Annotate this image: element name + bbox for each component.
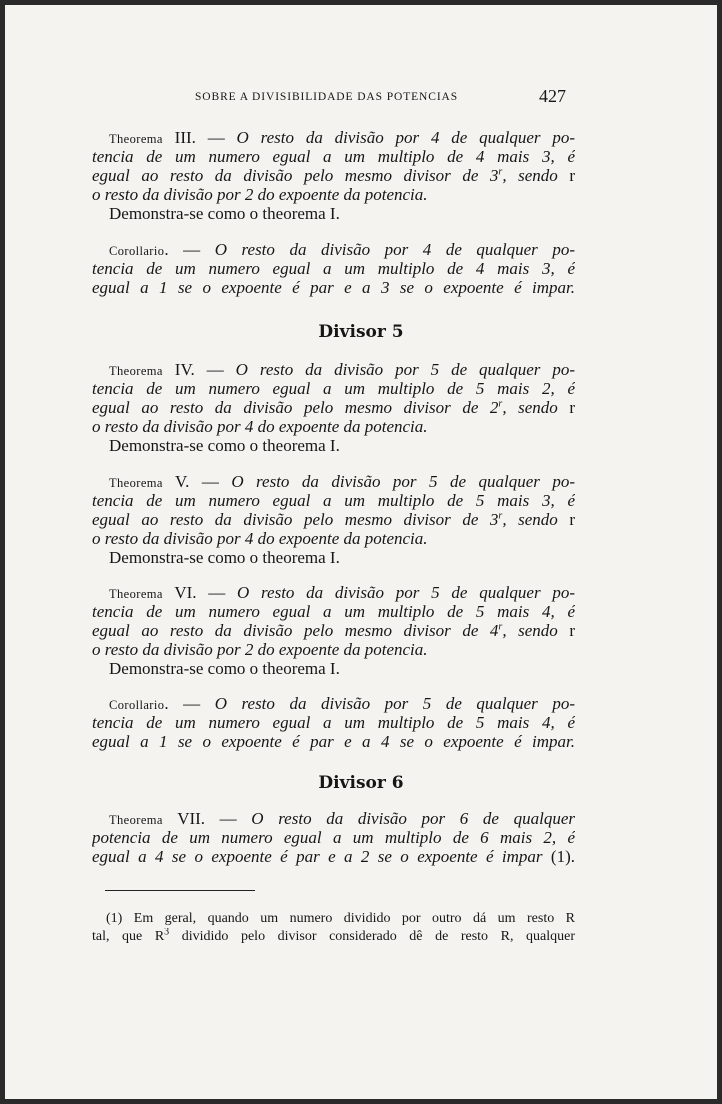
theorem-text: , bbox=[502, 621, 519, 640]
theorem-text: O resto da divisão por 5 de qualquer po- bbox=[235, 360, 575, 379]
theorem-text: egual ao resto da divisão pelo mesmo divisor de 4 bbox=[92, 621, 499, 640]
corollary-1 bbox=[92, 240, 575, 297]
corollary-1-line-1 bbox=[92, 240, 575, 259]
footnote-line-2 bbox=[92, 928, 575, 946]
theorem-6 bbox=[92, 583, 575, 678]
theorem-5-line-3 bbox=[92, 510, 575, 529]
section-heading-divisor-5: Divisor 5 bbox=[318, 322, 404, 342]
corollary-1-line-3: egual a 1 se o expoente é par e a 3 se o expoente é impar. bbox=[92, 278, 575, 297]
footnote-text: tal, que R bbox=[92, 929, 165, 944]
footnote-text: (1) Em geral, quando um numero dividido por outro dá um resto R bbox=[106, 911, 575, 926]
theorem-5-proof bbox=[92, 548, 575, 567]
theorem-number: VII. — bbox=[162, 809, 252, 828]
superscript: r bbox=[498, 398, 503, 410]
theorem-6-line-1 bbox=[92, 583, 575, 602]
footnote-rule bbox=[105, 890, 255, 891]
theorem-text: sendo bbox=[518, 510, 558, 529]
theorem-7-line-3 bbox=[92, 847, 575, 866]
theorem-text: , bbox=[502, 398, 519, 417]
theorem-text: O resto da divisão por 4 de qualquer po- bbox=[236, 128, 575, 147]
theorem-label: Theorema bbox=[109, 364, 163, 378]
theorem-text: r bbox=[557, 166, 575, 185]
theorem-text: sendo bbox=[518, 621, 558, 640]
corollary-2-line-2: tencia de um numero egual a um multiplo de 5 mais 4, é bbox=[92, 713, 575, 732]
theorem-4-line-1 bbox=[92, 360, 575, 379]
proof-text: Demonstra-se como o theorema I. bbox=[109, 204, 340, 223]
theorem-5-line-1 bbox=[92, 472, 575, 491]
page-number: 427 bbox=[539, 86, 566, 106]
theorem-5-line-2: tencia de um numero egual a um multiplo de 5 mais 3, é bbox=[92, 491, 575, 510]
corollary-label: Corollario bbox=[109, 698, 165, 712]
theorem-7-line-2: potencia de um numero egual a um multiplo de 6 mais 2, é bbox=[92, 828, 575, 847]
theorem-text: r bbox=[557, 398, 575, 417]
running-head: SOBRE A DIVISIBILIDADE DAS POTENCIAS bbox=[195, 91, 459, 103]
theorem-text: egual ao resto da divisão pelo mesmo divisor de 3 bbox=[92, 510, 499, 529]
corollary-2-line-1 bbox=[92, 694, 575, 713]
theorem-text: r bbox=[557, 621, 575, 640]
section-heading-divisor-6: Divisor 6 bbox=[318, 773, 404, 793]
theorem-3-proof bbox=[92, 204, 575, 223]
theorem-6-line-3 bbox=[92, 621, 575, 640]
book-page bbox=[5, 5, 717, 1099]
theorem-text: , bbox=[502, 166, 519, 185]
corollary-dash: . — bbox=[164, 240, 215, 259]
theorem-7 bbox=[92, 809, 575, 866]
theorem-number: VI. — bbox=[162, 583, 238, 602]
theorem-text: egual a 4 se o expoente é par e a 2 se o expoente é impar bbox=[92, 847, 543, 866]
theorem-text: egual ao resto da divisão pelo mesmo divisor de 2 bbox=[92, 398, 499, 417]
corollary-2 bbox=[92, 694, 575, 751]
theorem-text: O resto da divisão por 5 de qualquer po- bbox=[237, 583, 575, 602]
theorem-text: sendo bbox=[518, 398, 558, 417]
proof-text: Demonstra-se como o theorema I. bbox=[109, 436, 340, 455]
theorem-6-proof bbox=[92, 659, 575, 678]
superscript: r bbox=[498, 621, 503, 633]
theorem-5 bbox=[92, 472, 575, 567]
proof-text: Demonstra-se como o theorema I. bbox=[109, 659, 340, 678]
theorem-4 bbox=[92, 360, 575, 455]
theorem-text: r bbox=[557, 510, 575, 529]
footnote bbox=[92, 910, 575, 946]
superscript: r bbox=[498, 510, 503, 522]
superscript: r bbox=[498, 166, 503, 178]
theorem-3-line-2: tencia de um numero egual a um multiplo de 4 mais 3, é bbox=[92, 147, 575, 166]
theorem-7-line-1 bbox=[92, 809, 575, 828]
superscript: 3 bbox=[164, 928, 170, 938]
theorem-number: III. — bbox=[162, 128, 237, 147]
corollary-text: O resto da divisão por 4 de qualquer po- bbox=[214, 240, 575, 259]
theorem-text: O resto da divisão por 6 de qualquer bbox=[251, 809, 575, 828]
theorem-4-line-2: tencia de um numero egual a um multiplo de 5 mais 2, é bbox=[92, 379, 575, 398]
theorem-number: V. — bbox=[162, 472, 232, 491]
theorem-4-line-3 bbox=[92, 398, 575, 417]
theorem-label: Theorema bbox=[109, 587, 163, 601]
theorem-label: Theorema bbox=[109, 813, 163, 827]
corollary-dash: . — bbox=[164, 694, 215, 713]
footnote-line-1 bbox=[92, 910, 575, 928]
theorem-text: , bbox=[502, 510, 519, 529]
theorem-3-line-1 bbox=[92, 128, 575, 147]
footnote-ref: (1). bbox=[542, 847, 575, 866]
theorem-6-line-2: tencia de um numero egual a um multiplo de 5 mais 4, é bbox=[92, 602, 575, 621]
theorem-5-line-4: o resto da divisão por 4 do expoente da potencia. bbox=[92, 529, 428, 548]
theorem-3-line-3 bbox=[92, 166, 575, 185]
corollary-1-line-2: tencia de um numero egual a um multiplo de 4 mais 3, é bbox=[92, 259, 575, 278]
theorem-3-line-4: o resto da divisão por 2 do expoente da potencia. bbox=[92, 185, 428, 204]
theorem-number: IV. — bbox=[162, 360, 236, 379]
corollary-2-line-3: egual a 1 se o expoente é par e a 4 se o expoente é impar. bbox=[92, 732, 575, 751]
theorem-text: O resto da divisão por 5 de qualquer po- bbox=[231, 472, 575, 491]
theorem-text: egual ao resto da divisão pelo mesmo divisor de 3 bbox=[92, 166, 499, 185]
theorem-6-line-4: o resto da divisão por 2 do expoente da potencia. bbox=[92, 640, 428, 659]
corollary-text: O resto da divisão por 5 de qualquer po- bbox=[214, 694, 575, 713]
theorem-label: Theorema bbox=[109, 132, 163, 146]
footnote-text: dividido pelo divisor considerado dê de resto R, qualquer bbox=[169, 929, 575, 944]
proof-text: Demonstra-se como o theorema I. bbox=[109, 548, 340, 567]
theorem-text: sendo bbox=[518, 166, 558, 185]
theorem-4-proof bbox=[92, 436, 575, 455]
theorem-3 bbox=[92, 128, 575, 223]
theorem-label: Theorema bbox=[109, 476, 163, 490]
theorem-4-line-4: o resto da divisão por 4 do expoente da potencia. bbox=[92, 417, 428, 436]
corollary-label: Corollario bbox=[109, 244, 165, 258]
